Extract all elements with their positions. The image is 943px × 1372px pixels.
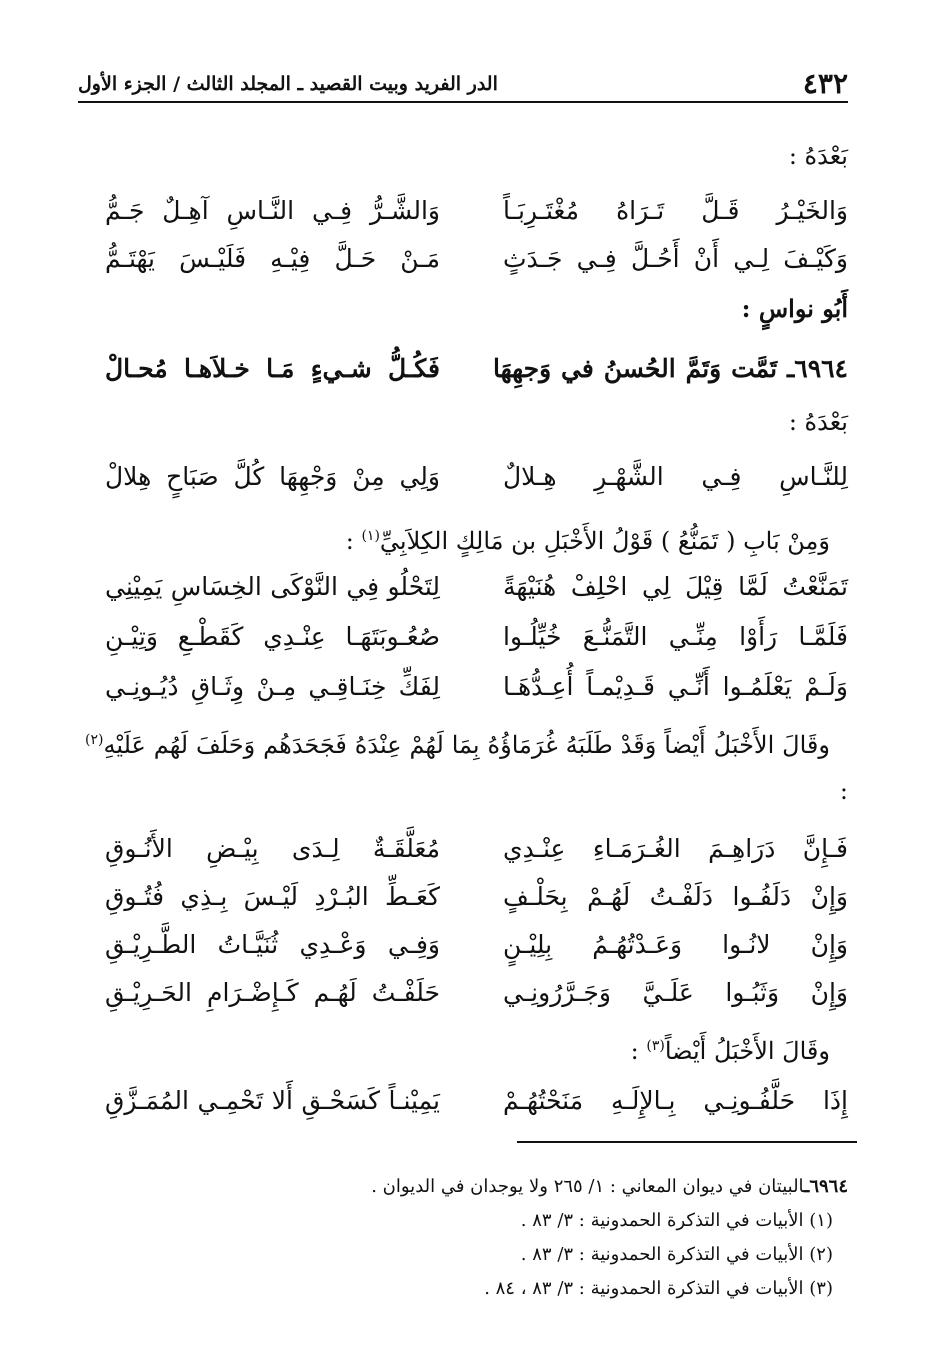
verse-line <box>105 462 848 502</box>
page-header <box>78 50 848 98</box>
numbered-verse-line <box>105 354 848 394</box>
running-title: الدر الفريد وبيت القصيد ـ المجلد الثالث / الجزء الأول <box>78 73 498 95</box>
verse-hemistich-second: فَكُـلُّ شـيءٍ مَـا خـلاَهـا مُحـالْ <box>105 354 440 383</box>
verse-hemistich-second: صُعُـوبَتَهَـا عِنْـدِي كَقَطْـعِ وَتِيْـنِ <box>105 622 440 651</box>
verse-hemistich-second: وَالشَّـرُّ فِـي النَّـاسِ آهِـلٌ جَـمُّ <box>105 196 440 225</box>
verse-hemistich-first: وَالخَيْـرُ قَـلَّ تَـرَاهُ مُغْتَـرِبَـاً <box>503 196 848 225</box>
footnote-text: الأبيات في التذكرة الحمدونية : ٣/ ٨٣ ، ٨٤ . <box>484 1278 804 1299</box>
footnote-text: الأبيات في التذكرة الحمدونية : ٣/ ٨٣ . <box>520 1210 804 1231</box>
verse-hemistich-first: إِذَا حَلَّفُـونِـي بِـالإِلَـهِ مَنَحْتُهُـمْ <box>503 1086 848 1115</box>
verse-hemistich-first: وَكَيْـفَ لِـي أَنْ أَحُـلَّ فِـي جَـدَثٍ <box>503 244 848 273</box>
verse-hemistich-first: لِلنَّـاسِ فِـي الشَّهْـرِ هِـلالٌ <box>503 462 848 491</box>
verse-hemistich-first: وَإِنْ وَثَبُـوا عَلَـيَّ وَجَـرَّرُونِـي <box>503 978 848 1007</box>
verse-line <box>105 672 848 712</box>
footnote-number: (٣) <box>809 1278 833 1299</box>
verse-hemistich-first: وَإِنْ لانُـوا وَعَـدْتُهُـمُ بِلِيْـنٍ <box>503 930 848 959</box>
poet-label: أَبُو نواسٍ : <box>741 294 848 323</box>
verse-hemistich-first: فَلَمَّـا رَأَوْا مِنِّـي التَّمَنُّـعَ خُيِّلُـوا <box>503 622 848 651</box>
prose-paragraph: وَمِنْ بَابِ ( تَمَنُّعُ ) قَوْلُ الأَخْبَلِ بن مَالِكٍ الكِلاَبِيِّ$^{(١)}$ : <box>345 527 830 555</box>
verse-hemistich-second: لِفَكِّ خِنَـاقِـي مِـنْ وِثَـاقِ دُيُـونِـي <box>105 672 440 701</box>
verse-hemistich-first: تَمَنَّعْتُ لَمَّا قِيْلَ لِي احْلِفْ هُنَيْهَةً <box>503 572 848 601</box>
verse-hemistich-second: وَفِـي وَعْـدِي ثُنَيَّـاتُ الطَّـرِيْـقِ <box>105 930 440 959</box>
verse-number: ٦٩٦٤ـ <box>786 354 848 383</box>
footnote-ref: (١) <box>361 528 380 544</box>
verse-line <box>105 196 848 236</box>
footnote <box>85 1176 848 1198</box>
footnote <box>85 1244 833 1266</box>
verse-line <box>105 882 848 922</box>
footnote <box>85 1210 833 1232</box>
footnote-number: (١) <box>809 1210 833 1231</box>
verse-line <box>105 622 848 662</box>
footnote-ref: (٢) <box>85 732 104 748</box>
prose-paragraph: وقَالَ الأَخْبَلُ أَيْضاً$^{(٣)}$ : <box>630 1037 830 1065</box>
verse-hemistich-second: مَـنْ حَـلَّ فِيْـهِ فَلَيْـسَ يَهْتَـمُّ <box>105 244 440 273</box>
verse-line <box>105 1086 848 1126</box>
verse-hemistich-second: حَلَفْـتُ لَهُـم كَـإِضْـرَامِ الحَـرِيْـقِ <box>105 978 440 1007</box>
verse-hemistich-first: ٦٩٦٤ـ تَمَّت وَتَمَّ الحُسنُ في وَجهِهَا <box>493 354 848 383</box>
verse-hemistich-second: وَلِي مِنْ وَجْهِهَا كُلَّ صَبَاحٍ هِلالْ <box>105 462 440 491</box>
prose-paragraph: وقَالَ الأَخْبَلُ أَيْضاً وَقَدْ طَلَبَهُ غُرَمَاؤُهُ بِمَا لَهُمْ عِنْدَهُ فَجَحَدَهُم وَحَلَفَ لَهُم عَلَيْهِ$^{(٢)}$ : <box>85 731 848 805</box>
verse-hemistich-first: وَلَـمْ يَعْلَمُـوا أَنِّـي قَـدِيْمـاً أُعِـدُّهَـا <box>503 672 848 701</box>
page-number: ٤٣٢ <box>802 67 848 100</box>
footnote-text: البيتان في ديوان المعاني : ١/ ٢٦٥ ولا يوجدان في الديوان . <box>371 1176 805 1197</box>
section-label: بَعْدَهُ : <box>788 142 848 170</box>
verse-line <box>105 572 848 612</box>
verse-hemistich-first: فَـإِنَّ دَرَاهِـمَ الغُـرَمَـاءِ عِنْـدِي <box>503 834 848 863</box>
verse-hemistich-second: مُعَلَّقَـةٌ لِـدَى بِيْـضِ الأَنُـوقِ <box>105 834 440 863</box>
verse-hemistich-second: لِتَحْلُو فِي النَّوْكَى الخِسَاسِ يَمِيْنِي <box>105 572 440 601</box>
header-rule <box>78 101 848 103</box>
verse-hemistich-second: يَمِيْنـاً كَسَحْـقِ أَلا تَحْمِـي المُمَـزَّقِ <box>105 1086 440 1115</box>
verse-line <box>105 244 848 284</box>
verse-hemistich-second: كَعَـطِّ البُـرْدِ لَيْـسَ بِـذِي فُتُـوقِ <box>105 882 440 911</box>
verse-line <box>105 834 848 874</box>
verse-line <box>105 930 848 970</box>
footnote-rule <box>517 1141 857 1143</box>
footnote-number: ٦٩٦٤ـ <box>804 1176 848 1197</box>
footnote-ref: (٣) <box>646 1038 665 1054</box>
verse-hemistich-first: وَإِنْ دَلَفُـوا دَلَفْـتُ لَهُـمْ بِحَلْـفٍ <box>503 882 848 911</box>
footnote <box>85 1278 833 1300</box>
verse-line <box>105 978 848 1018</box>
footnote-number: (٢) <box>809 1244 833 1265</box>
footnote-text: الأبيات في التذكرة الحمدونية : ٣/ ٨٣ . <box>520 1244 804 1265</box>
section-label: بَعْدَهُ : <box>788 408 848 436</box>
